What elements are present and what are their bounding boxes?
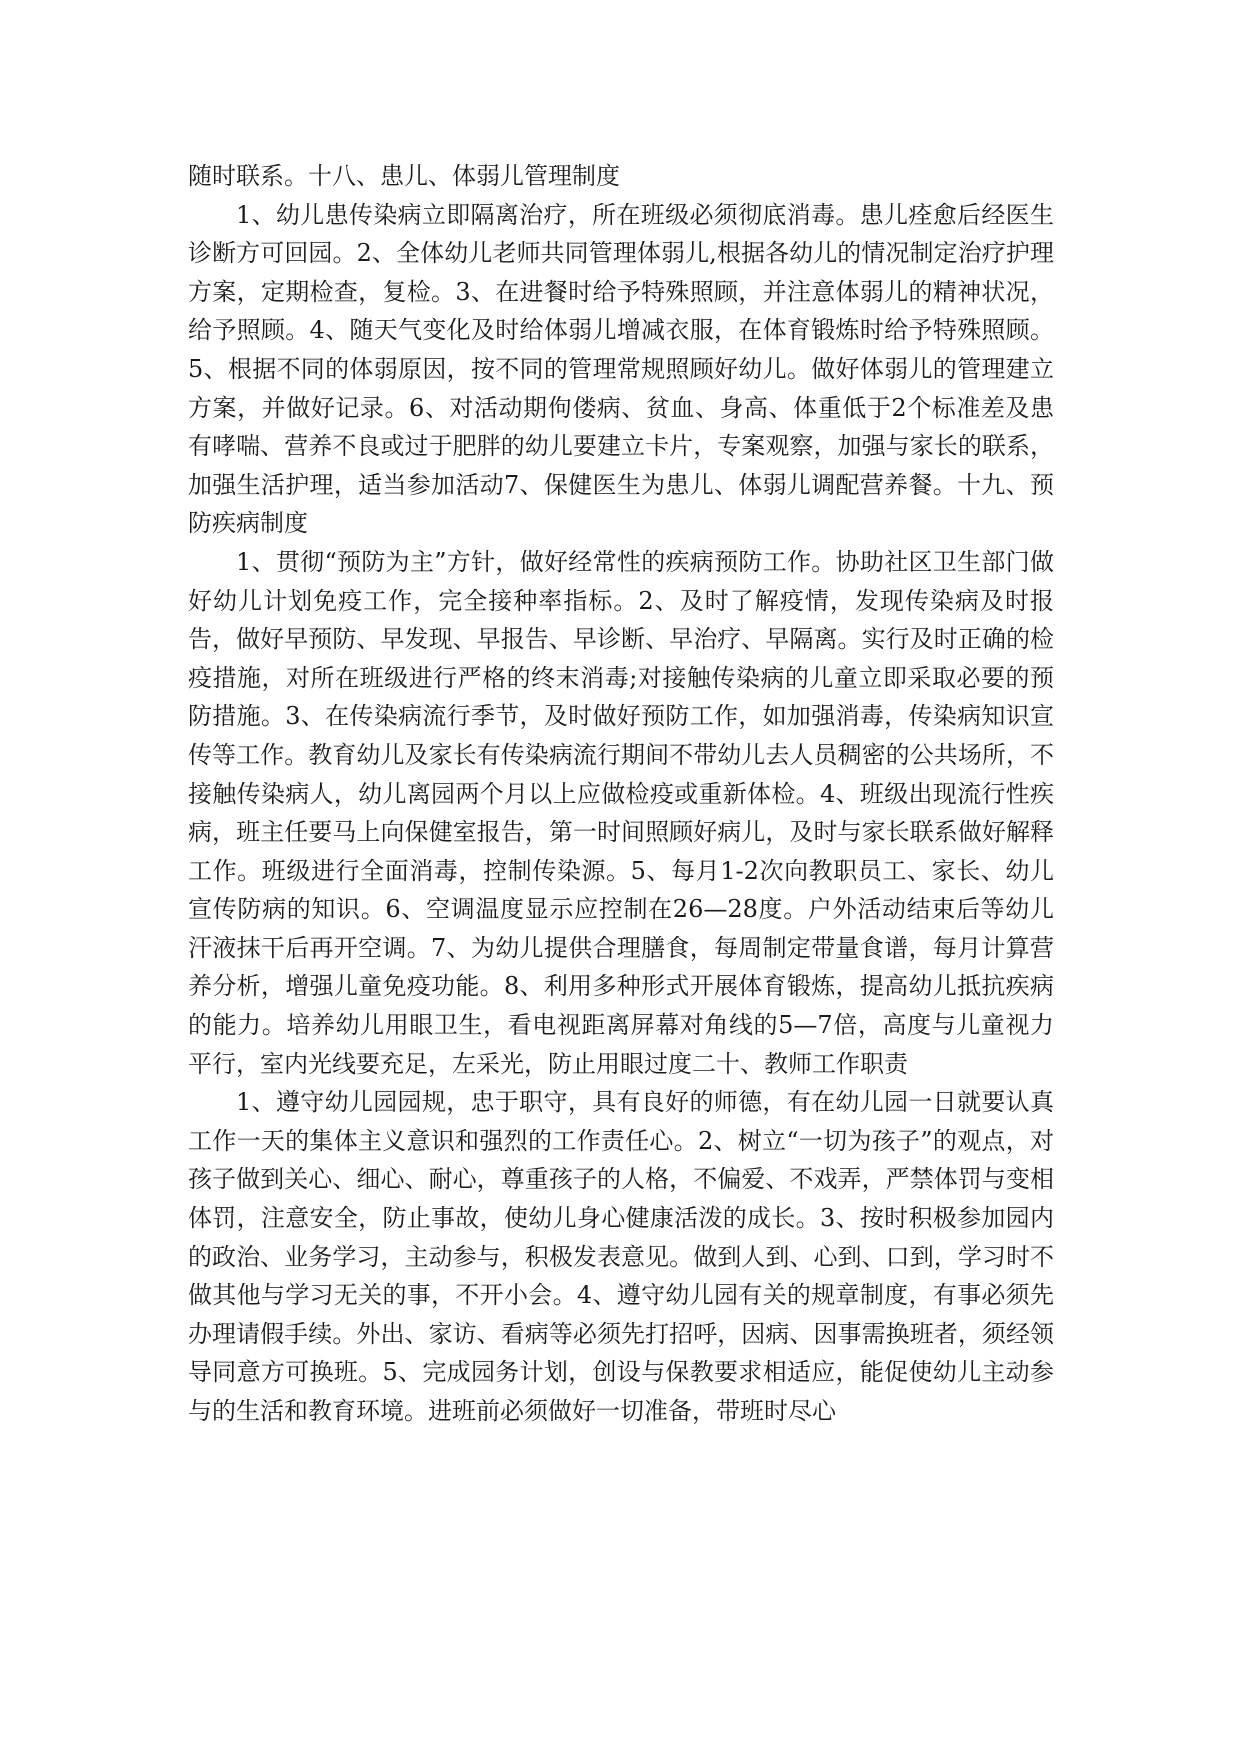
paragraph-teacher-duties: 1、遵守幼儿园园规，忠于职守，具有良好的师德，有在幼儿园一日就要认真工作一天的集体主义意识和强烈的工作责任心。2、树立“一切为孩子”的观点，对孩子做到关心、细心、耐心，尊重孩子的人格，不偏爱、不戏弄，严禁体罚与变相体罚，注意安全，防止事故，使幼儿身心健康活泼的成长。3、按时积极参加园内的政治、业务学习，主动参与，积极发表意见。做到人到、心到、口到，学习时不做其他与学习无关的事，不开小会。4、遵守幼儿园有关的规章制度，有事必须先办理请假手续。外出、家访、看病等必须先打招呼，因病、因事需换班者，须经领导同意方可换班。5、完成园务计划，创设与保教要求相适应，能促使幼儿主动参与的生活和教育环境。进班前必须做好一切准备，带班时尽心 <box>188 1088 1054 1425</box>
paragraph-sick-child-management: 1、幼儿患传染病立即隔离治疗，所在班级必须彻底消毒。患儿痊愈后经医生诊断方可回园。2、全体幼儿老师共同管理体弱儿,根据各幼儿的情况制定治疗护理方案，定期检查，复检。3、在进餐时给予特殊照顾，并注意体弱儿的精神状况，给予照顾。4、随天气变化及时给体弱儿增减衣服，在体育锻炼时给予特殊照顾。5、根据不同的体弱原因，按不同的管理常规照顾好幼儿。做好体弱儿的管理建立方案，并做好记录。6、对活动期佝偻病、贫血、身高、体重低于2个标准差及患有哮喘、营养不良或过于肥胖的幼儿要建立卡片，专案观察，加强与家长的联系，加强生活护理，适当参加活动7、保健医生为患儿、体弱儿调配营养餐。十九、预防疾病制度 <box>188 200 1054 538</box>
document-page <box>188 157 1054 1431</box>
paragraph-continuation: 随时联系。十八、患儿、体弱儿管理制度 <box>188 162 620 190</box>
paragraph-disease-prevention: 1、贯彻“预防为主”方针，做好经常性的疾病预防工作。协助社区卫生部门做好幼儿计划免疫工作，完全接种率指标。2、及时了解疫情，发现传染病及时报告，做好早预防、早发现、早报告、早诊断、早治疗、早隔离。实行及时正确的检疫措施，对所在班级进行严格的终末消毒;对接触传染病的儿童立即采取必要的预防措施。3、在传染病流行季节，及时做好预防工作，如加强消毒，传染病知识宣传等工作。教育幼儿及家长有传染病流行期间不带幼儿去人员稠密的公共场所，不接触传染病人，幼儿离园两个月以上应做检疫或重新体检。4、班级出现流行性疾病，班主任要马上向保健室报告，第一时间照顾好病儿，及时与家长联系做好解释工作。班级进行全面消毒，控制传染源。5、每月1-2次向教职员工、家长、幼儿宣传防病的知识。6、空调温度显示应控制在26—28度。户外活动结束后等幼儿汗液抹干后再开空调。7、为幼儿提供合理膳食，每周制定带量食谱，每月计算营养分析，增强儿童免疫功能。8、利用多种形式开展体育锻炼，提高幼儿抵抗疾病的能力。培养幼儿用眼卫生，看电视距离屏幕对角线的5—7倍，高度与儿童视力平行，室内光线要充足，左采光，防止用眼过度二十、教师工作职责 <box>188 547 1054 1078</box>
